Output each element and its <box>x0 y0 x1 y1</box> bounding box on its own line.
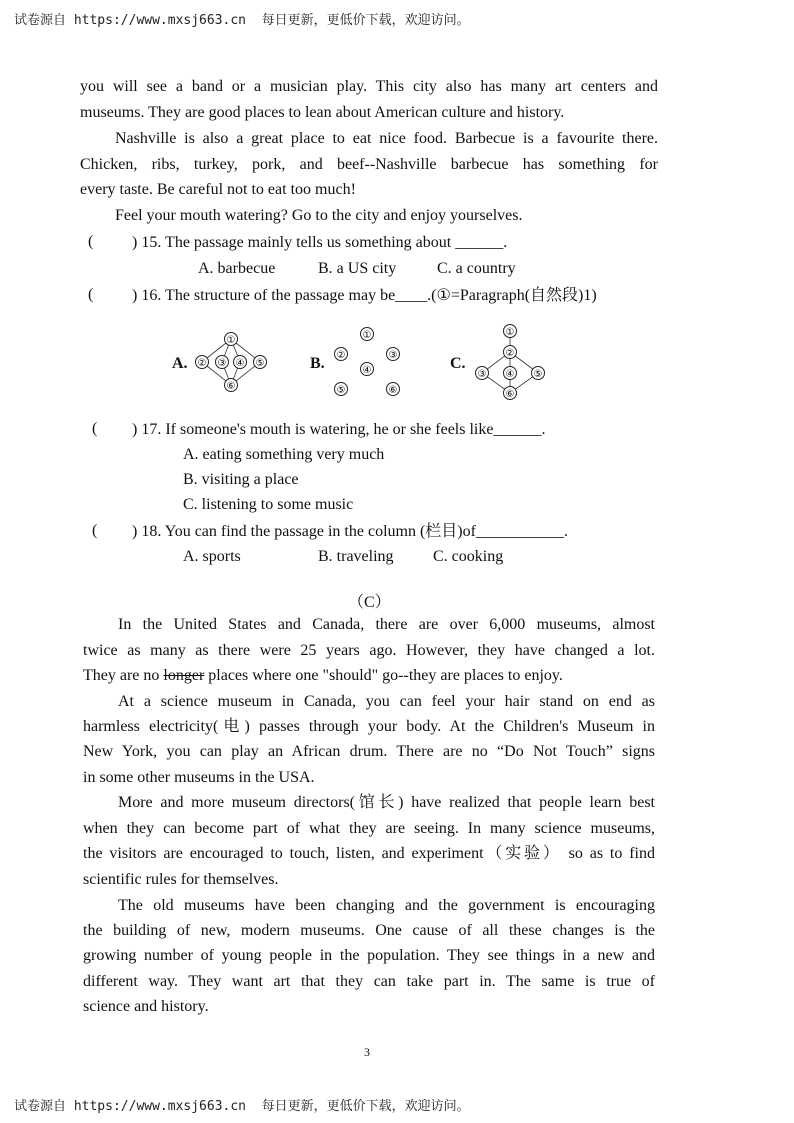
answer-paren-open[interactable]: ( <box>92 420 98 437</box>
header-site: 试卷源自 https://www.mxsj663.cn <box>14 13 247 28</box>
passage-line: the building of new, modern museums. One cause of all these changes is the <box>83 922 655 939</box>
structure-diagram-b <box>325 322 415 402</box>
footer-site: 试卷源自 https://www.mxsj663.cn <box>14 1099 247 1114</box>
q15-option-b: B. a US city <box>318 260 397 277</box>
passage-line: More and more museum directors(馆长) have realized that people learn best <box>118 794 655 811</box>
q15-option-a: A. barbecue <box>198 260 276 277</box>
passage-line: in some other museums in the USA. <box>83 769 315 786</box>
q18-option-a: A. sports <box>183 548 241 565</box>
q16-option-a: A. <box>172 355 188 372</box>
node-5: ⑤ <box>336 385 346 396</box>
q18-option-c: C. cooking <box>433 548 504 565</box>
q17-option-b: B. visiting a place <box>183 471 299 488</box>
q17-option-c: C. listening to some music <box>183 496 354 513</box>
node-3: ③ <box>477 369 487 380</box>
question-18: ) 18. You can find the passage in the column (栏目)of___________. <box>132 523 568 540</box>
structure-diagram-c <box>468 320 553 402</box>
passage-line: growing number of young people in the population. They see things in a new and <box>83 947 655 964</box>
node-6: ⑥ <box>226 381 236 392</box>
passage-line: Chicken, ribs, turkey, pork, and beef--Nashville barbecue has something for <box>80 156 658 173</box>
struck-word: longer <box>163 667 205 684</box>
answer-paren-open[interactable]: ( <box>88 286 94 303</box>
node-4: ④ <box>505 369 515 380</box>
node-4: ④ <box>235 358 245 369</box>
passage-line: In the United States and Canada, there are over 6,000 museums, almost <box>118 616 655 633</box>
passage-line: They are no longer places where one "should" go--they are places to enjoy. <box>83 667 563 684</box>
answer-paren-open[interactable]: ( <box>92 522 98 539</box>
node-1: ① <box>362 330 372 341</box>
passage-line: different way. They want art that they can take part in. The same is true of <box>83 973 655 990</box>
node-2: ② <box>336 350 346 361</box>
passage-line: science and history. <box>83 998 209 1015</box>
footer-slogan: 每日更新，更低价下载，欢迎访问。 <box>261 1099 470 1114</box>
structure-diagram-a <box>190 328 280 398</box>
node-2: ② <box>197 358 207 369</box>
passage-line: The old museums have been changing and the government is encouraging <box>118 897 655 914</box>
node-3: ③ <box>217 358 227 369</box>
passage-line: you will see a band or a musician play. This city also has many art centers and <box>80 78 658 95</box>
passage-line: twice as many as there were 25 years ago. However, they have changed a lot. <box>83 642 655 659</box>
answer-paren-open[interactable]: ( <box>88 233 94 250</box>
section-c-title: （C） <box>348 594 391 611</box>
question-17: ) 17. If someone's mouth is watering, he or she feels like______. <box>132 421 546 438</box>
q18-option-b: B. traveling <box>318 548 394 565</box>
passage-line: harmless electricity(电) passes through your body. At the Children's Museum in <box>83 718 655 735</box>
passage-line: Feel your mouth watering? Go to the city and enjoy yourselves. <box>115 207 523 224</box>
node-2: ② <box>505 348 515 359</box>
q16-option-c: C. <box>450 355 466 372</box>
passage-line: every taste. Be careful not to eat too much! <box>80 181 356 198</box>
passage-line: At a science museum in Canada, you can feel your hair stand on end as <box>118 693 655 710</box>
question-15: ) 15. The passage mainly tells us something about ______. <box>132 234 508 251</box>
node-1: ① <box>505 327 515 338</box>
node-1: ① <box>226 335 236 346</box>
passage-line: when they can become part of what they are seeing. In many science museums, <box>83 820 655 837</box>
q15-option-c: C. a country <box>437 260 516 277</box>
node-6: ⑥ <box>505 389 515 400</box>
passage-line: museums. They are good places to lean about American culture and history. <box>80 104 565 121</box>
passage-line: the visitors are encouraged to touch, listen, and experiment（实验） so as to find <box>83 845 655 862</box>
page-number: 3 <box>364 1045 370 1059</box>
header-slogan: 每日更新，更低价下载，欢迎访问。 <box>261 13 470 28</box>
passage-line: New York, you can play an African drum. There are no “Do Not Touch” signs <box>83 743 655 760</box>
node-4: ④ <box>362 365 372 376</box>
footer-watermark <box>14 1095 470 1114</box>
q17-option-a: A. eating something very much <box>183 446 385 463</box>
node-6: ⑥ <box>388 385 398 396</box>
question-16: ) 16. The structure of the passage may be____.(①=Paragraph(自然段)1) <box>132 287 597 304</box>
node-3: ③ <box>388 350 398 361</box>
passage-line: scientific rules for themselves. <box>83 871 279 888</box>
q16-option-b: B. <box>310 355 325 372</box>
header-watermark <box>14 9 470 28</box>
node-5: ⑤ <box>255 358 265 369</box>
passage-line: Nashville is also a great place to eat nice food. Barbecue is a favourite there. <box>115 130 658 147</box>
node-5: ⑤ <box>533 369 543 380</box>
